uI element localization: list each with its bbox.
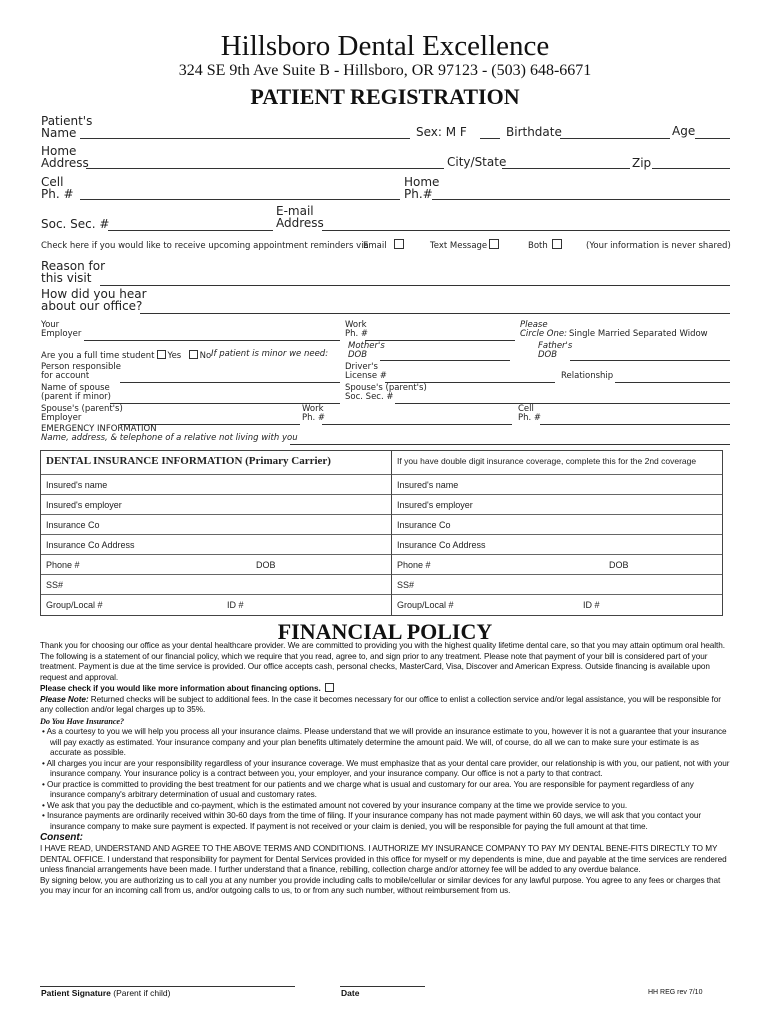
home-phone-label: Home Ph.# (404, 175, 440, 201)
cell-phone-field[interactable] (80, 199, 400, 200)
primary-title: DENTAL INSURANCE INFORMATION (Primary Carrier) (41, 451, 391, 475)
primary-phone-dob[interactable]: Phone # DOB (41, 555, 391, 575)
reminder-email-checkbox[interactable] (394, 239, 404, 249)
minor-note: If patient is minor we need: (211, 349, 329, 359)
student-no-checkbox[interactable] (189, 350, 198, 359)
secondary-title: If you have double digit insurance coverage, complete this for the 2nd coverage (392, 451, 722, 475)
mother-dob-label: Mother's DOB (348, 341, 385, 360)
secondary-insurance-co[interactable]: Insurance Co (392, 515, 722, 535)
mother-dob-field[interactable] (380, 360, 510, 361)
secondary-phone-dob[interactable]: Phone # DOB (392, 555, 722, 575)
privacy-note: (Your information is never shared) (586, 241, 731, 251)
student-yes-checkbox[interactable] (157, 350, 166, 359)
work-phone-label: Work Ph. # (345, 320, 369, 339)
date-label: Date (341, 988, 360, 998)
spouse-cell-label: Cell Ph. # (518, 404, 542, 423)
city-state-label: City/State (447, 155, 507, 169)
heard-about-field[interactable] (140, 313, 730, 314)
bullet-item: • Our practice is committed to providing the best treatment for our patients and we charge what is usual and customary for our area. You are responsible for payment regardless of any insurance company's arbitrary determination of usual and customary rates. (42, 779, 694, 799)
date-field[interactable] (340, 986, 425, 987)
bullet-item: • All charges you incur are your responsibility regardless of your insurance coverage. We must emphasize that as your dental care provider, our relationship is with you, our patient, not with your insurance company. Your insurance policy is a contract between you, your employer, and your insurance company. Our office is not a party to that contract. (42, 758, 730, 778)
primary-insured-name[interactable]: Insured's name (41, 475, 391, 495)
secondary-insured-name[interactable]: Insured's name (392, 475, 722, 495)
form-title: PATIENT REGISTRATION (250, 84, 520, 109)
primary-insurance-address[interactable]: Insurance Co Address (41, 535, 391, 555)
primary-insured-employer[interactable]: Insured's employer (41, 495, 391, 515)
financial-policy-title: FINANCIAL POLICY (277, 619, 493, 644)
spouse-ssn-field[interactable] (395, 403, 730, 404)
fulltime-student-row: Are you a full time student Yes No (41, 351, 212, 361)
bullet-item: • Insurance payments are ordinarily received within 30-60 days from the time of filing. If your insurance company has not made payment within 60 days, we will ask that you contact your insurance company to make sure payment is expected. If payment is not received or your claim is denied, you will be responsible for paying the full amount at that time. (42, 811, 702, 831)
home-phone-field[interactable] (432, 199, 730, 200)
reminder-text-checkbox[interactable] (489, 239, 499, 249)
financing-checkbox[interactable] (325, 683, 334, 692)
reason-field[interactable] (100, 285, 730, 286)
primary-ss[interactable]: SS# (41, 575, 391, 595)
secondary-ss[interactable]: SS# (392, 575, 722, 595)
email-field[interactable] (322, 230, 730, 231)
responsible-field[interactable] (120, 382, 340, 383)
birthdate-label: Birthdate (506, 125, 562, 139)
financial-policy-body (40, 641, 730, 897)
emergency-subheading: Name, address, & telephone of a relative not living with you (41, 433, 298, 443)
spouse-cell-field[interactable] (540, 424, 730, 425)
spouse-name-label: Name of spouse (parent if minor) (41, 383, 111, 402)
responsible-label: Person responsible for account (41, 362, 121, 381)
marital-label: Please Circle One: (520, 320, 567, 339)
patient-name-field[interactable] (80, 138, 410, 139)
home-address-label: Home Address (41, 144, 89, 170)
ssn-label: Soc. Sec. # (41, 217, 110, 231)
emergency-field[interactable] (290, 444, 730, 445)
zip-field[interactable] (652, 168, 730, 169)
patient-signature-label: Patient Signature (Parent if child) (41, 988, 171, 998)
financial-intro: Thank you for choosing our office as your dental healthcare provider. We are committed to providing you with the highest quality lifetime dental care, so that you may attain optimum oral health. The following is a statement of our financial policy, which we require that you read, agree to, and sign prior to any treatment. Please note that payment of your bill is considered part of your treatment. Payment is due at the time service is provided. Our office accepts cash, personal checks, MasterCard, Visa, Discover and American Express. Outside financing is available upon request and approval. (40, 641, 725, 682)
practice-address: 324 SE 9th Ave Suite B - Hillsboro, OR 97123 - (503) 648-6671 (178, 62, 592, 79)
financing-check-row: Please check if you would like more information about financing options. (40, 683, 730, 695)
consent-text-2: By signing below, you are authorizing us to call you at any number you provide including calls to mobile/cellular or similar devices for any lawful purpose. You agree to any fees or charges that you may incur for an incoming call from us, and/or outgoing calls to us, to or from any such number, without reimbursement from us. (40, 875, 721, 895)
email-label: E-mail Address (276, 204, 324, 230)
patient-name-label: Patient's Name (41, 114, 93, 140)
form-code: HH REG rev 7/10 (648, 989, 703, 996)
reminders-text: Check here if you would like to receive upcoming appointment reminders via (41, 241, 369, 251)
employer-field[interactable] (84, 340, 340, 341)
patient-signature-field[interactable] (40, 986, 295, 987)
reminder-both-label: Both (528, 241, 548, 251)
bullet-item: • As a courtesy to you we will help you process all your insurance claims. Please understand that we will provide an insurance estimate to you, however it is not a guarantee that your insurance will pay exactly as estimated. Your insurance company and your plan benefits ultimately determine the amount paid. We will, of course, do all we can to make sure your estimate is as accurate as possible. (42, 727, 727, 757)
license-label: Driver's License # (345, 362, 387, 381)
birthdate-field[interactable] (560, 138, 670, 139)
marital-options[interactable]: Single Married Separated Widow (569, 329, 708, 339)
primary-group-id[interactable]: Group/Local # ID # (46, 600, 244, 610)
cell-phone-label: Cell Ph. # (41, 175, 74, 201)
reminder-text-label: Text Message (430, 241, 488, 251)
insurance-primary-box (40, 450, 392, 616)
primary-insurance-co[interactable]: Insurance Co (41, 515, 391, 535)
relationship-label: Relationship (561, 371, 614, 381)
secondary-insurance-address[interactable]: Insurance Co Address (392, 535, 722, 555)
home-address-field[interactable] (86, 168, 444, 169)
spouse-work-label: Work Ph. # (302, 404, 326, 423)
reminder-email-label: Email (363, 241, 387, 251)
sex-field[interactable] (480, 138, 500, 139)
ssn-field[interactable] (108, 230, 273, 231)
insurance-heading: Do You Have Insurance? (40, 716, 125, 726)
secondary-insured-employer[interactable]: Insured's employer (392, 495, 722, 515)
financial-note: Please Note: Returned checks will be subject to additional fees. In the case it becomes necessary for our office to enlist a collection service and/or legal assistance, you will be responsible for any collection and/or legal charges up to 35%. (40, 694, 721, 714)
sex-label: Sex: M F (416, 125, 467, 139)
consent-text-1: I HAVE READ, UNDERSTAND AND AGREE TO THE ABOVE TERMS AND CONDITIONS. I AUTHORIZE MY INSURANCE COMPANY TO PAY MY DENTAL BENE-FITS DIRECTLY TO MY DENTAL OFFICE. I understand that responsibility for payment for Dental Services provided in this office for myself or my dependents is mine, due and payable at the time services are rendered unless financial arrangements have been made. I further understand that a finance, rebilling, collection charge and/or attorney fee will be added to any overdue balance. (40, 844, 727, 874)
employer-label: Your Employer (41, 320, 82, 339)
city-state-field[interactable] (502, 168, 630, 169)
emergency-heading: EMERGENCY INFORMATION (41, 424, 157, 434)
father-dob-field[interactable] (570, 360, 730, 361)
practice-name: Hillsboro Dental Excellence (220, 30, 550, 62)
spouse-ssn-label: Spouse's (parent's) Soc. Sec. # (345, 383, 427, 402)
bullet-item: • We ask that you pay the deductible and co-payment, which is the estimated amount not covered by your insurance company at the time we provide service to you. (42, 800, 628, 810)
spouse-employer-label: Spouse's (parent's) Employer (41, 404, 123, 423)
secondary-group-id[interactable]: Group/Local # ID # (397, 600, 600, 610)
insurance-secondary-box (391, 450, 723, 616)
spouse-work-field[interactable] (322, 424, 512, 425)
consent-heading: Consent: (40, 832, 83, 843)
reason-label: Reason for this visit (41, 259, 106, 285)
relationship-field[interactable] (615, 382, 730, 383)
reminder-both-checkbox[interactable] (552, 239, 562, 249)
age-field[interactable] (695, 138, 730, 139)
heard-about-label: How did you hear about our office? (41, 287, 147, 313)
father-dob-label: Father's DOB (538, 341, 573, 360)
yes-label: Yes (167, 351, 182, 361)
zip-label: Zip (632, 156, 652, 170)
no-label: No (199, 351, 212, 361)
work-phone-field[interactable] (365, 340, 515, 341)
age-label: Age (672, 124, 696, 138)
